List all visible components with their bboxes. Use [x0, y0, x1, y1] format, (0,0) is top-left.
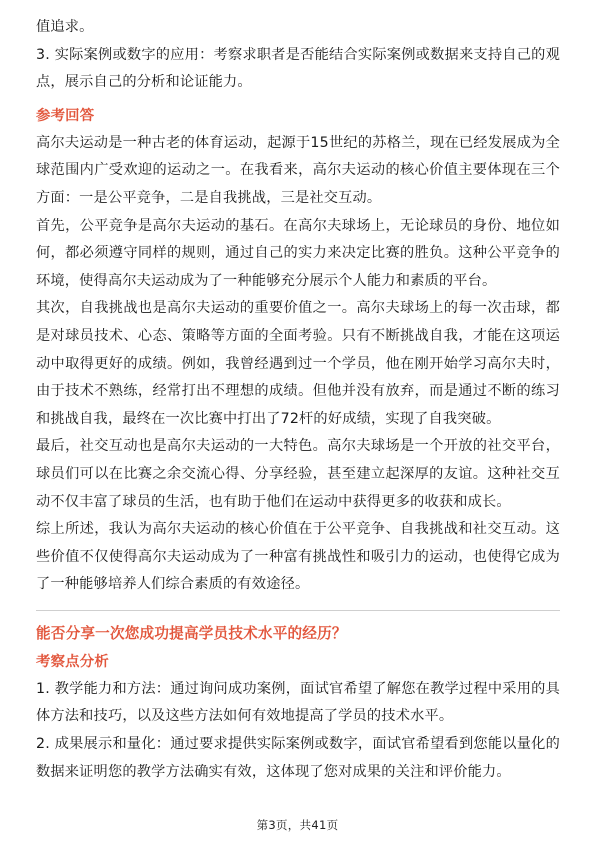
- question-title: 能否分享一次您成功提高学员技术水平的经历？: [36, 624, 347, 642]
- answer-paragraph-intro: 高尔夫运动是一种古老的体育运动，起源于15世纪的苏格兰，现在已经发展成为全球范围内广受欢迎的运动之一。在我看来，高尔夫运动的核心价值主要体现在三个方面：一是公平竞争，二是自我挑战，三是社交互动。: [36, 134, 560, 206]
- analysis-point-3: 3. 实际案例或数字的应用：考察求职者是否能结合实际案例或数据来支持自己的观点，展示自己的分析和论证能力。: [36, 46, 560, 91]
- answer-paragraph-summary: 综上所述，我认为高尔夫运动的核心价值在于公平竞争、自我挑战和社交互动。这些价值不仅使得高尔夫运动成为了一种富有挑战性和吸引力的运动，也使得它成为了一种能够培养人们综合素质的有效途径。: [36, 521, 560, 593]
- section-divider: [36, 610, 560, 611]
- continuation-text: 值追求。: [36, 19, 94, 35]
- answer-paragraph-self-challenge: 其次，自我挑战也是高尔夫运动的重要价值之一。高尔夫球场上的每一次击球，都是对球员技术、心态、策略等方面的全面考验。只有不断挑战自我，才能在这项运动中取得更好的成绩。例如，我曾经遇到过一个学员，他在刚开始学习高尔夫时，由于技术不熟练，经常打出不理想的成绩。但他并没有放弃，而是通过不断的练习和挑战自我，最终在一次比赛中打出了72杆的好成绩，实现了自我突破。: [36, 300, 560, 427]
- reference-answer-heading: 参考回答: [36, 107, 95, 124]
- page-number: 第3页，共41页: [256, 818, 339, 832]
- analysis-point-1: 1. 教学能力和方法：通过询问成功案例，面试官希望了解您在教学过程中采用的具体方法和技巧，以及这些方法如何有效地提高了学员的技术水平。: [36, 680, 560, 725]
- analysis-heading: 考察点分析: [36, 653, 109, 670]
- analysis-point-2: 2. 成果展示和量化：通过要求提供实际案例或数字，面试官希望看到您能以量化的数据来证明您的教学方法确实有效，这体现了您对成果的关注和评价能力。: [36, 736, 560, 780]
- document-page: [36, 14, 560, 786]
- answer-paragraph-social-interaction: 最后，社交互动也是高尔夫运动的一大特色。高尔夫球场是一个开放的社交平台，球员们可以在比赛之余交流心得、分享经验，甚至建立起深厚的友谊。这种社交互动不仅丰富了球员的生活，也有助于他们在运动中获得更多的收获和成长。: [36, 438, 560, 510]
- answer-paragraph-fair-competition: 首先，公平竞争是高尔夫运动的基石。在高尔夫球场上，无论球员的身份、地位如何，都必须遵守同样的规则，通过自己的实力来决定比赛的胜负。这种公平竞争的环境，使得高尔夫运动成为了一种能够充分展示个人能力和素质的平台。: [36, 217, 560, 289]
